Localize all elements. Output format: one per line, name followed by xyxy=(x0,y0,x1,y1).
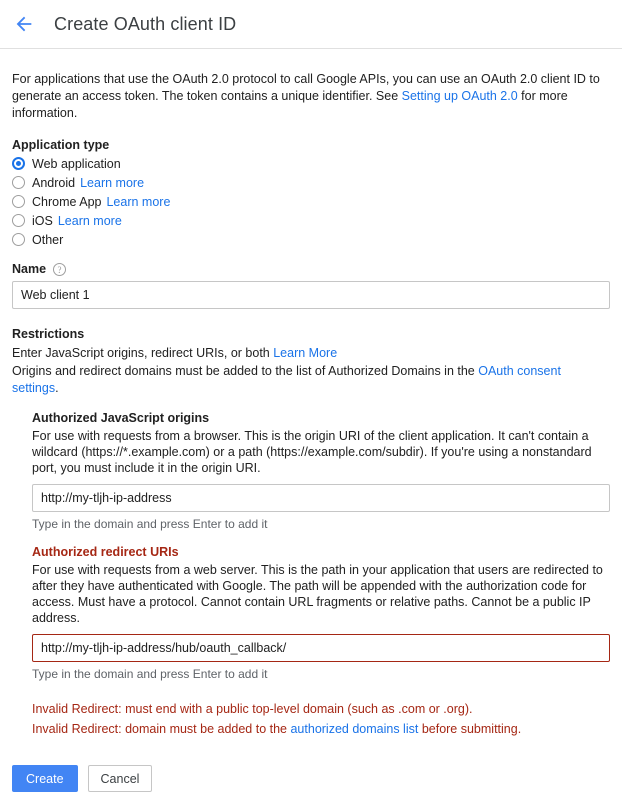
authorized-domains-list-link[interactable]: authorized domains list xyxy=(290,722,419,736)
redirect-uris-input[interactable] xyxy=(32,634,610,662)
radio-row-web-application[interactable] xyxy=(12,155,610,172)
create-button[interactable]: Create xyxy=(12,765,78,792)
help-icon[interactable]: ? xyxy=(53,263,66,276)
oauth-consent-settings-link[interactable]: OAuth consent settings xyxy=(12,364,561,395)
intro-text-part1: For applications that use the OAuth 2.0 protocol to call Google APIs, you can use an OAuth 2.0 client ID to generate an access token. The token contains a unique identifier. See xyxy=(12,72,600,103)
error-message-tld: Invalid Redirect: must end with a public top-level domain (such as .com or .org). xyxy=(32,702,473,716)
radio-label-ios[interactable]: iOS xyxy=(32,213,53,228)
radio-label-android[interactable]: Android xyxy=(32,175,76,190)
radio-ios[interactable] xyxy=(12,214,25,227)
restrictions-title: Restrictions xyxy=(12,327,85,341)
learn-more-link-ios[interactable]: Learn more xyxy=(57,213,122,228)
js-origins-hint: Type in the domain and press Enter to add it xyxy=(32,517,268,531)
cancel-button[interactable]: Cancel xyxy=(88,765,153,792)
radio-label-web-application[interactable]: Web application xyxy=(32,156,121,171)
validation-errors xyxy=(32,699,610,739)
page-title: Create OAuth client ID xyxy=(54,13,237,34)
radio-row-other[interactable] xyxy=(12,231,610,248)
name-input[interactable] xyxy=(12,281,610,309)
restrictions-section xyxy=(12,327,610,792)
back-arrow-icon[interactable] xyxy=(12,12,36,36)
js-origins-input[interactable] xyxy=(32,484,610,512)
dialog-header xyxy=(0,0,622,49)
radio-row-ios[interactable] xyxy=(12,212,610,229)
authorized-javascript-origins-block xyxy=(32,411,610,531)
redirect-uris-title: Authorized redirect URIs xyxy=(32,545,179,559)
restrictions-line-1-text: Enter JavaScript origins, redirect URIs, or both xyxy=(12,346,274,360)
redirect-uris-description: For use with requests from a web server. This is the path in your application that users are redirected to after they have authenticated with Google. The path will be appended with the authorization code for access. Must have a protocol. Cannot contain URL fragments or relative paths. Cannot be a public IP address. xyxy=(32,563,603,625)
radio-label-chrome-app[interactable]: Chrome App xyxy=(32,194,102,209)
radio-label-other[interactable]: Other xyxy=(32,232,64,247)
authorized-redirect-uris-block xyxy=(32,545,610,681)
learn-more-link-restrictions[interactable]: Learn More xyxy=(273,346,338,360)
setting-up-oauth-link[interactable]: Setting up OAuth 2.0 xyxy=(401,89,518,103)
name-label: Name xyxy=(12,262,47,276)
error-message-domain-prefix: Invalid Redirect: domain must be added to the xyxy=(32,722,291,736)
redirect-uris-hint: Type in the domain and press Enter to add it xyxy=(32,667,268,681)
error-message-domain-suffix: before submitting. xyxy=(418,722,522,736)
radio-android[interactable] xyxy=(12,176,25,189)
restrictions-line-2-suffix: . xyxy=(55,381,59,395)
learn-more-link-chrome-app[interactable]: Learn more xyxy=(106,194,171,209)
intro-text-part2: for more information. xyxy=(12,89,568,120)
radio-row-chrome-app[interactable] xyxy=(12,193,610,210)
application-type-radio-group xyxy=(12,155,610,248)
radio-row-android[interactable] xyxy=(12,174,610,191)
restrictions-line-2-text: Origins and redirect domains must be added to the list of Authorized Domains in the xyxy=(12,364,479,378)
js-origins-description: For use with requests from a browser. This is the origin URI of the client application. It can't contain a wildcard (https://*.example.com) or a path (https://example.com/subdir). If you're using a nonstandard port, you must include it in the origin URI. xyxy=(32,429,592,475)
application-type-label: Application type xyxy=(12,138,110,152)
js-origins-title: Authorized JavaScript origins xyxy=(32,411,210,425)
restrictions-line-2 xyxy=(12,363,610,397)
error-message-domain xyxy=(32,719,610,739)
radio-other[interactable] xyxy=(12,233,25,246)
radio-web-application[interactable] xyxy=(12,157,25,170)
restrictions-line-1 xyxy=(12,345,610,362)
intro-text xyxy=(12,71,610,122)
dialog-actions xyxy=(12,765,610,792)
dialog-body xyxy=(0,49,622,792)
learn-more-link-android[interactable]: Learn more xyxy=(80,175,145,190)
name-label-row xyxy=(12,262,610,276)
radio-chrome-app[interactable] xyxy=(12,195,25,208)
